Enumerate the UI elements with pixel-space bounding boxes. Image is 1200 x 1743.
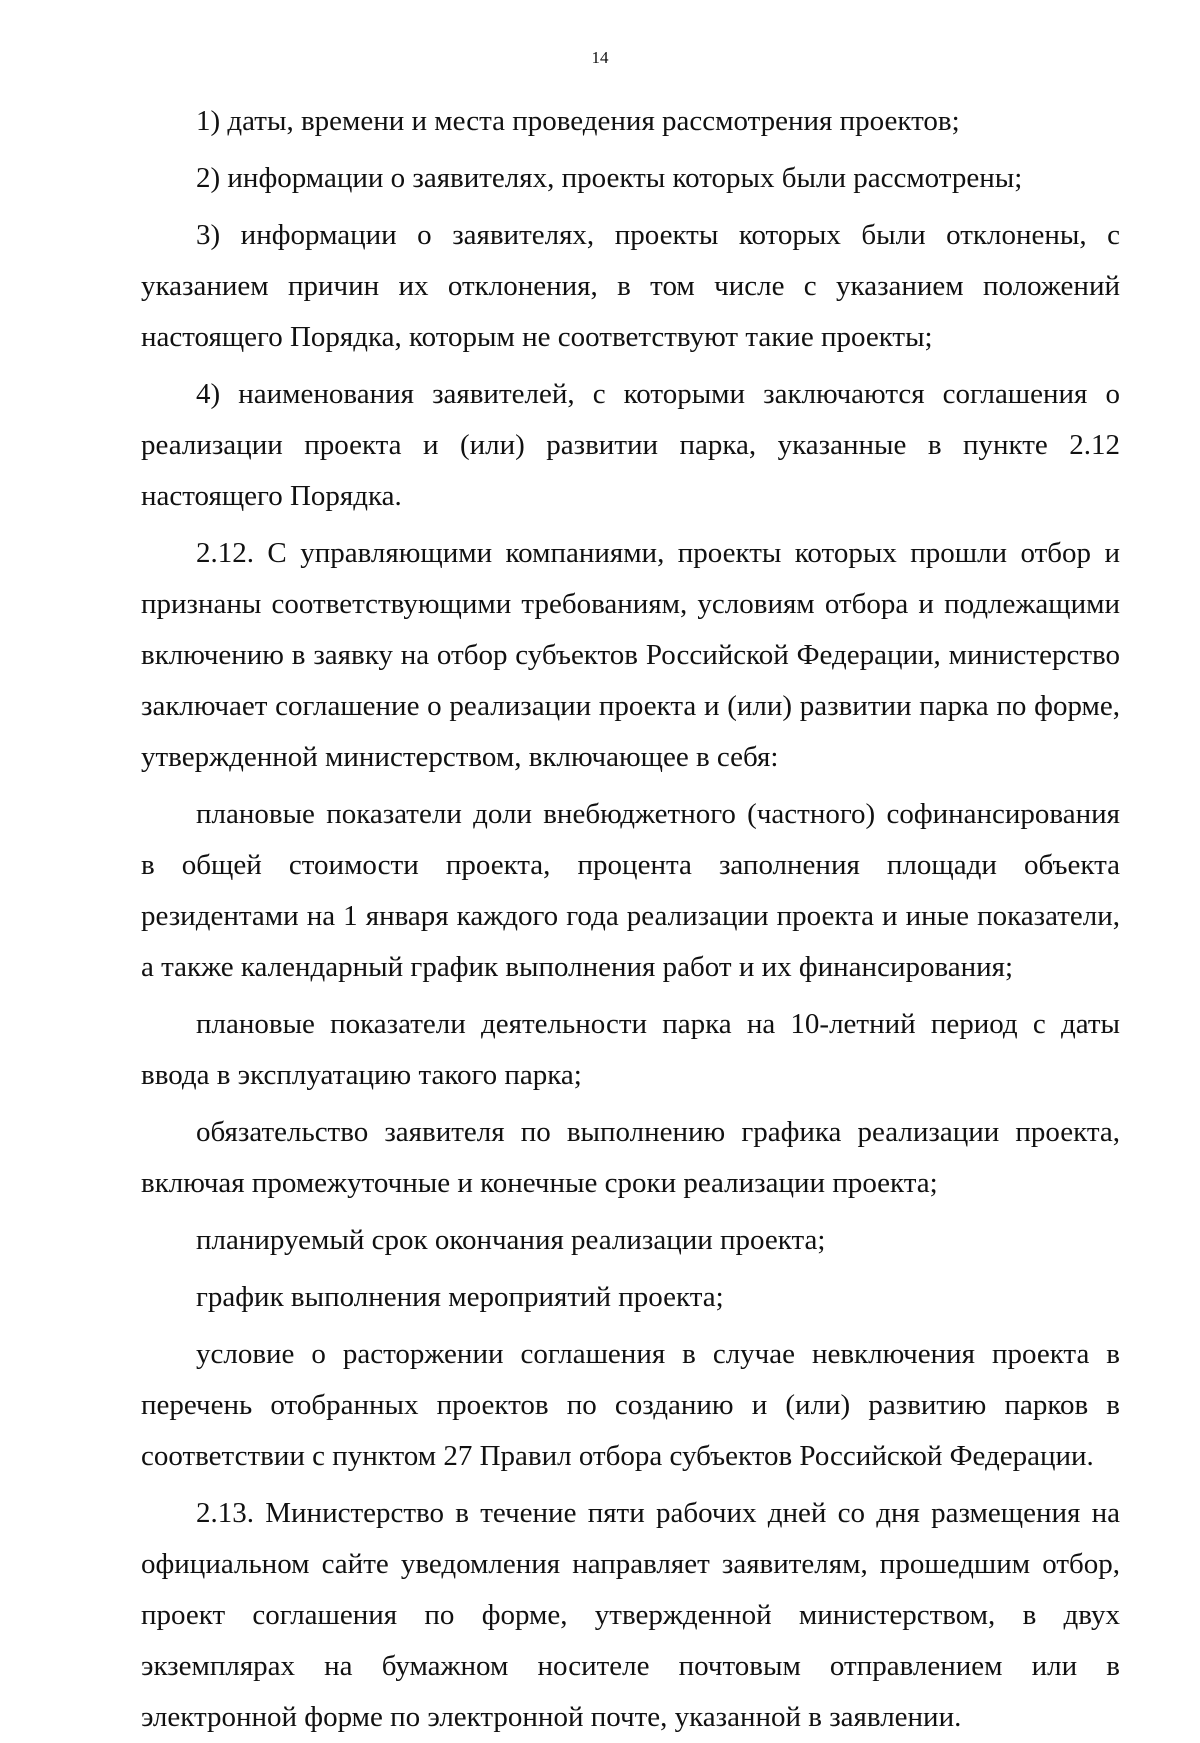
paragraph-item-1: 1) даты, времени и места проведения рассмотрения проектов;	[196, 105, 960, 137]
paragraph-2-12: 2.12. С управляющими компаниями, проекты которых прошли отбор и признаны соответствующими требованиям, условиям отбора и подлежащими включению в заявку на отбор субъектов Российской Федерации, министерство заключает соглашение о реализации проекта и (или) развитии парка по форме, утвержденной министерством, включающее в себя:	[141, 537, 1120, 773]
page-number: 14	[591, 48, 609, 67]
bullet-applicant-obligation: обязательство заявителя по выполнению графика реализации проекта, включая промежуточные и конечные сроки реализации проекта;	[141, 1116, 1120, 1199]
paragraph-item-3: 3) информации о заявителях, проекты которых были отклонены, с указанием причин их отклонения, в том числе с указанием положений настоящего Порядка, которым не соответствуют такие проекты;	[141, 219, 1120, 353]
bullet-park-indicators: плановые показатели деятельности парка на 10-летний период с даты ввода в эксплуатацию такого парка;	[141, 1008, 1120, 1091]
bullet-schedule: график выполнения мероприятий проекта;	[196, 1281, 724, 1313]
document-body	[141, 96, 1120, 1743]
bullet-termination-condition: условие о расторжении соглашения в случае невключения проекта в перечень отобранных проектов по созданию и (или) развитию парков в соответствии с пунктом 27 Правил отбора субъектов Российской Федерации.	[141, 1338, 1120, 1472]
bullet-planned-indicators: плановые показатели доли внебюджетного (частного) софинансирования в общей стоимости проекта, процента заполнения площади объекта резидентами на 1 января каждого года реализации проекта и иные показатели, а также календарный график выполнения работ и их финансирования;	[141, 798, 1120, 983]
paragraph-2-13: 2.13. Министерство в течение пяти рабочих дней со дня размещения на официальном сайте уведомления направляет заявителям, прошедшим отбор, проект соглашения по форме, утвержденной министерством, в двух экземплярах на бумажном носителе почтовым отправлением или в электронной форме по электронной почте, указанной в заявлении.	[141, 1497, 1120, 1733]
paragraph-item-4: 4) наименования заявителей, с которыми заключаются соглашения о реализации проекта и (или) развитии парка, указанные в пункте 2.12 настоящего Порядка.	[141, 378, 1120, 512]
paragraph-item-2: 2) информации о заявителях, проекты которых были рассмотрены;	[196, 162, 1023, 194]
bullet-completion-date: планируемый срок окончания реализации проекта;	[196, 1224, 826, 1256]
